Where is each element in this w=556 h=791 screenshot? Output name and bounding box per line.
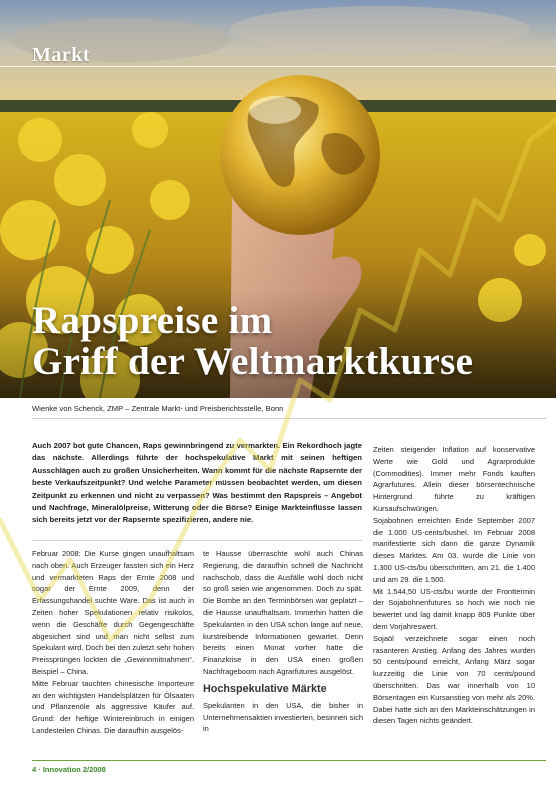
body-paragraph: Februar 2008: Die Kurse gingen unaufhaltsam nach oben. Auch Erzeuger fassten sich ein Herz und vermarkteten Raps der Ernte 2008 und sogar der Ernte 2009, denn der Erfassungshandel suchte Ware. Das ist auch in Zeiten hoher Spekulationen relativ risikolos, wenn die Geschäfte durch Gegengeschäfte abgesichert sind und man nicht selbst zum Spekulant wird. Doch bei den zuletzt sehr hohen Preissprüngen lockten die „Gewinnmitnahmen“. Beispiel – China. xyxy=(32,549,194,676)
lead-paragraph: Auch 2007 bot gute Chancen, Raps gewinnbringend zu vermarkten. Ein Rekordhoch jagte das nächste. Allerdings führte der hochspekulative Markt mit seinen heftigen Ausschlägen auch zu großen Unsicherheiten. Wann kommt für die nächste Rapsernte der beste Verkaufszeitpunkt? Und welche Parameter müssen beobachtet werden, um diesen Zeitpunkt zu erkennen und nicht zu verpassen? Was bestimmt den Rapspreis – Angebot und Nachfrage, Mineralölpreise, Witterung oder die Börse? Einige Markteinflüsse lassen sich bereits jetzt vor der Rapsernte spezifizieren, andere nie. xyxy=(32,441,362,525)
body-paragraph: Sojabohnen erreichten Ende September 2007 die 1.000 US-cents/bushel. Im Februar 2008 manifestierte sich dann die ganze Dynamik dieses Marktes. Am 03. wurde die Linie von 1.300 US-cts/bu überschritten, am 21. die 1.400 und am 29. die 1.500. xyxy=(373,515,535,584)
body-paragraph: Mit 1.544,50 US-cts/bu wurde der Fronttermin der Sojabohnenfutures so hoch wie noch nie bewertet und lag damit knapp 809 Punkte über dem Vorjahreswert. xyxy=(373,586,535,631)
body-paragraph: Sojaöl verzeichnete sogar einen noch rasanteren Anstieg. Anfang des Jahres wurden 50 cents/pound erreicht, Anfang März sogar kurzzeitig die Linie von 70 cents/pound überschritten. Das war innerhalb von 10 Börsentagen ein Kursanstieg von mehr als 20%. Dabei hatte sich an den Markteinschätzungen in diesen Tagen nichts geändert. xyxy=(373,633,535,726)
headline-line-1: Rapspreise im xyxy=(32,299,273,342)
lead-rule xyxy=(32,540,362,541)
body-paragraph: Zeiten steigender Inflation auf konservative Werte wie Gold und Agrarprodukte (Commodities). Immer mehr Fonds kauften Agrarfutures. Allein dieser börsentechnische Hintergrund führte zu kräftigen Kursaufschwüngen. xyxy=(373,445,535,513)
body-paragraph: Spekulanten in den USA, die bisher in Unternehmensaktien investierten, besinnen sich in xyxy=(203,700,363,734)
article-headline xyxy=(32,300,473,382)
column-2 xyxy=(203,548,363,735)
section-label-rule xyxy=(0,66,556,67)
byline-rule xyxy=(32,418,546,419)
section-label: Markt xyxy=(32,44,91,66)
subheading: Hochspekulative Märkte xyxy=(203,682,327,695)
column-1 xyxy=(32,548,194,737)
footer-rule xyxy=(32,760,546,761)
byline: Wienke von Schenck, ZMP – Zentrale Markt- und Preisberichtsstelle, Bonn xyxy=(32,404,284,413)
column-3 xyxy=(373,444,535,727)
page-footer: 4 · Innovation 2/2008 xyxy=(32,765,106,774)
body-paragraph: Mitte Februar tauchten chinesische Importeure an den wichtigsten Handelsplätzen für Ölsaaten und Pflanzenöle als aggressive Käufer auf. Grund: der heftige Wintereinbruch in einigen Landesteilen Chinas. Die daraufhin ausgelös- xyxy=(32,678,194,735)
body-paragraph: te Hausse überraschte wohl auch Chinas Regierung, die daraufhin schnell die Nachricht nachschob, dass die Ausfälle wohl doch nicht so groß seien wie angenommen. Doch zu spät. Die Bombe an den Terminbörsen war geplatzt – die Hausse unaufhaltsam. Immerhin hatten die Spekulanten in den USA schon lange auf neue, kurstreibende Informationen gewartet. Denn bereits einen Monat vorher hatte die Finanzkrise in den USA einen großen Nachfrageboom nach Agrarfutures ausgelöst. xyxy=(203,549,363,676)
headline-line-2: Griff der Weltmarktkurse xyxy=(32,340,474,383)
